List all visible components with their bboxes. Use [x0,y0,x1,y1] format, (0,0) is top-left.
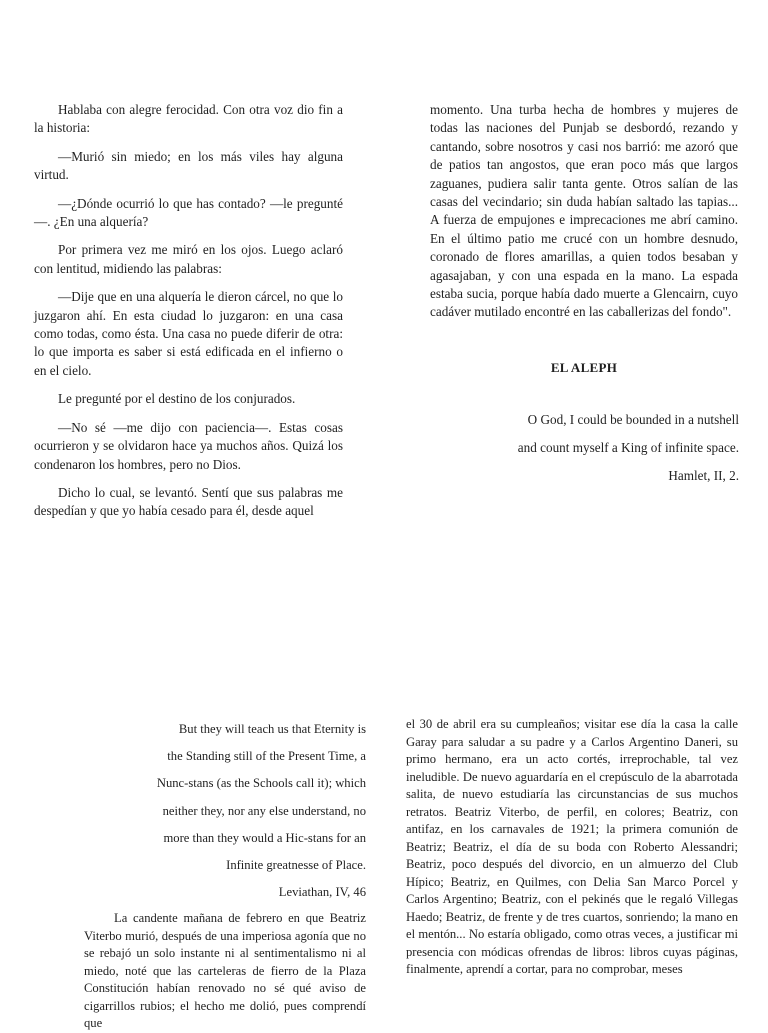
epigraph-line: neither they, nor any else understand, no [162,803,366,818]
paragraph: —No sé —me dijo con paciencia—. Estas cosas ocurrieron y se olvidaron hace ya muchos años. Quizá los condenaron los hombres, pero no Dios. [34,419,343,472]
body-text [84,910,366,1033]
paragraph: Hablaba con alegre ferocidad. Con otra voz dio fin a la historia: [34,102,343,136]
paragraph: —Murió sin miedo; en los más viles hay alguna virtud. [34,148,343,183]
paragraph: —¿Dónde ocurrió lo que has contado? —le pregunté—. ¿En una alquería? [34,195,343,230]
paragraph: el 30 de abril era su cumpleaños; visitar ese día la casa la calle Garay para saludar a su padre y a Carlos Argentino Daneri, su primo hermano, era un acto cortés, irreprochable, tal vez ineludible. De nuevo aguardaría en el crepúsculo de la abarrotada salita, de nuevo estudiaría las circunstancias de sus muchos retratos. Beatriz Viterbo, de perfil, en colores; Beatriz, con antifaz, en los carnavales de 1921; la primera comunión de Beatriz; Beatriz, el día de su boda con Roberto Alessandri; Beatriz, poco después del divorcio, en un almuerzo del Club Hípico; Beatriz, en Quilmes, con Delia San Marco Porcel y Carlos Argentino; Beatriz, con el pekinés que le regaló Villegas Haedo; Beatriz, de frente y de tres cuartos, sonriendo; la mano en el mentón... No estaría obligado, como otras veces, a justificar mi presencia con módicas ofrendas de libros: libros cuyas páginas, finalmente, aprendí a cortar, para no comprobar, meses [406,717,738,976]
epigraph-leviathan [84,716,366,906]
paragraph: La candente mañana de febrero en que Beatriz Viterbo murió, después de una imperiosa agonía que no se rebajó un solo instante ni al sentimentalismo ni al miedo, noté que las carteleras de fierro de la Plaza Constitución habían renovado no sé qué aviso de cigarrillos rubios; el hecho me dolió, pues comprendí que [84,911,366,1031]
epigraph-source: Leviathan, IV, 46 [278,885,366,900]
paragraph: Le pregunté por el destino de los conjurados. [58,391,296,407]
bottom-left-column [84,716,366,1033]
top-left-column [34,101,343,531]
paragraph: —Dije que en una alquería le dieron cárcel, no que lo juzgaron ahí. En esta ciudad lo juzgaron: en una casa como todas, como ésta. Una casa no puede diferir de otra: lo que importa es saber si está edificada en el infierno o en el cielo. [34,289,343,378]
epigraph-line: the Standing still of the Present Time, a [167,749,366,764]
epigraph-line: Nunc-stans (as the Schools call it); which [156,776,366,791]
epigraph-source: Hamlet, II, 2. [668,468,739,483]
epigraph-line: O God, I could be bounded in a nutshell [527,412,739,427]
epigraph-line: and count myself a King of infinite space. [517,440,739,455]
paragraph: Dicho lo cual, se levantó. Sentí que sus palabras me despedían y que yo había cesado para él, desde aquel [34,484,343,519]
epigraph-line: But they will teach us that Eternity is [178,722,366,736]
chapter-title: EL ALEPH [550,360,618,375]
epigraph-hamlet [430,406,739,490]
bottom-right-column [406,716,738,979]
epigraph-line: more than they would a Hic-stans for an [163,830,366,845]
paragraph: momento. Una turba hecha de hombres y mujeres de todas las naciones del Punjab se desbordó, rezando y cantando, sobre nosotros y casi nos barrió: me azoró que de patios tan angostos, que eran poco más que largos zaguanes, pudiera salir tanta gente. Otros salían de las casas del vecindario; sin duda habían saltado las tapias... A fuerza de empujones e imprecaciones me abrí camino. En el último patio me crucé con un hombre desnudo, coronado de flores amarillas, a quien todos besaban y agasajaban, y con una espada en la mano. La espada estaba sucia, porque había dado muerte a Glencairn, cuyo cadáver mutilado encontré en las caballerizas del fondo". [430,102,738,320]
epigraph-line: Infinite greatnesse of Place. [226,858,366,873]
paragraph: Por primera vez me miró en los ojos. Luego aclaró con lentitud, midiendo las palabras: [34,242,343,276]
top-right-column [430,101,738,322]
